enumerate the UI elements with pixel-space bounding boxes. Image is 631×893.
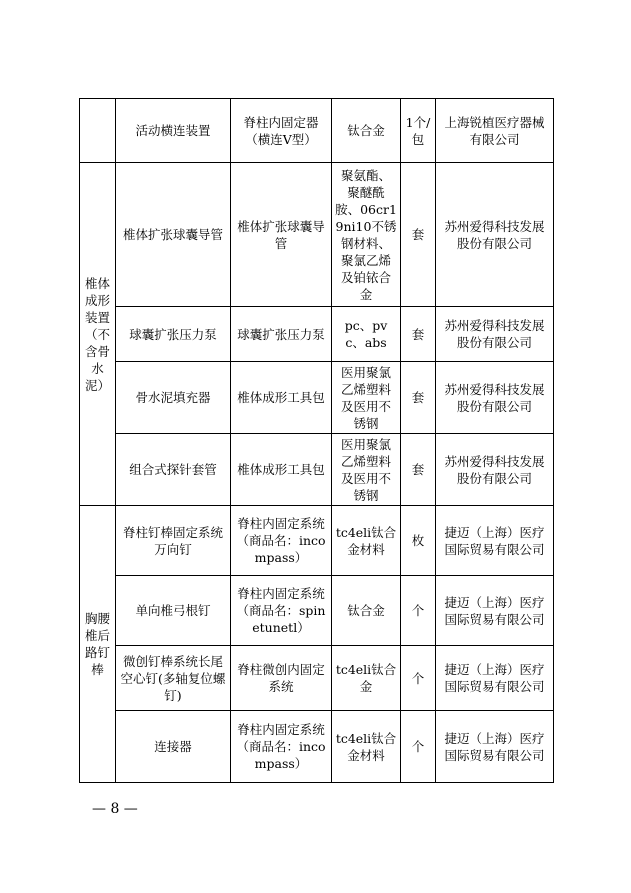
- material-cell: 钛合金: [332, 576, 401, 646]
- material-cell: 聚氨酯、聚醚酰胺、06cr19ni10不锈钢材料、聚氯乙烯及铂铱合金: [332, 163, 401, 307]
- category-cell: 椎体成形装置（不含骨水泥）: [80, 163, 116, 506]
- generic-name-cell: 脊柱微创内固定系统: [231, 646, 332, 711]
- generic-name-cell: 椎体成形工具包: [231, 434, 332, 506]
- product-name-cell: 微创钉棒系统长尾空心钉(多轴复位螺钉): [116, 646, 231, 711]
- table-row: [80, 506, 554, 576]
- category-cell: 胸腰椎后路钉棒: [80, 506, 116, 783]
- company-cell: 苏州爱得科技发展股份有限公司: [436, 307, 554, 362]
- company-cell: 捷迈（上海）医疗国际贸易有限公司: [436, 506, 554, 576]
- table-row: [80, 711, 554, 783]
- table-row: [80, 576, 554, 646]
- unit-cell: 套: [401, 307, 436, 362]
- unit-cell: 套: [401, 362, 436, 434]
- unit-cell: 套: [401, 163, 436, 307]
- unit-cell: 套: [401, 434, 436, 506]
- table-row: [80, 163, 554, 307]
- company-cell: 上海锐植医疗器械有限公司: [436, 99, 554, 163]
- material-cell: 医用聚氯乙烯塑料及医用不锈钢: [332, 362, 401, 434]
- material-cell: tc4eli钛合金材料: [332, 506, 401, 576]
- table-row: [80, 434, 554, 506]
- product-name-cell: 骨水泥填充器: [116, 362, 231, 434]
- company-cell: 捷迈（上海）医疗国际贸易有限公司: [436, 646, 554, 711]
- product-name-cell: 单向椎弓根钉: [116, 576, 231, 646]
- generic-name-cell: 椎体成形工具包: [231, 362, 332, 434]
- product-table: [79, 98, 554, 783]
- material-cell: pc、pvc、abs: [332, 307, 401, 362]
- company-cell: 捷迈（上海）医疗国际贸易有限公司: [436, 711, 554, 783]
- company-cell: 捷迈（上海）医疗国际贸易有限公司: [436, 576, 554, 646]
- generic-name-cell: 脊柱内固定器（横连V型）: [231, 99, 332, 163]
- generic-name-cell: 脊柱内固定系统（商品名：spinetunetl）: [231, 576, 332, 646]
- product-name-cell: 组合式探针套管: [116, 434, 231, 506]
- page-number: — 8 —: [92, 801, 138, 817]
- product-name-cell: 球囊扩张压力泵: [116, 307, 231, 362]
- table-row: [80, 307, 554, 362]
- table-row: [80, 99, 554, 163]
- unit-cell: 个: [401, 576, 436, 646]
- material-cell: 医用聚氯乙烯塑料及医用不锈钢: [332, 434, 401, 506]
- generic-name-cell: 脊柱内固定系统（商品名：incompass）: [231, 711, 332, 783]
- material-cell: 钛合金: [332, 99, 401, 163]
- generic-name-cell: 脊柱内固定系统（商品名：incompass）: [231, 506, 332, 576]
- table-row: [80, 646, 554, 711]
- product-name-cell: 活动横连装置: [116, 99, 231, 163]
- company-cell: 苏州爱得科技发展股份有限公司: [436, 163, 554, 307]
- company-cell: 苏州爱得科技发展股份有限公司: [436, 362, 554, 434]
- category-cell: [80, 99, 116, 163]
- unit-cell: 个: [401, 646, 436, 711]
- product-name-cell: 连接器: [116, 711, 231, 783]
- product-name-cell: 脊柱钉棒固定系统万向钉: [116, 506, 231, 576]
- company-cell: 苏州爱得科技发展股份有限公司: [436, 434, 554, 506]
- unit-cell: 枚: [401, 506, 436, 576]
- unit-cell: 1个/包: [401, 99, 436, 163]
- generic-name-cell: 椎体扩张球囊导管: [231, 163, 332, 307]
- material-cell: tc4eli钛合金材料: [332, 711, 401, 783]
- material-cell: tc4eli钛合金: [332, 646, 401, 711]
- generic-name-cell: 球囊扩张压力泵: [231, 307, 332, 362]
- table-row: [80, 362, 554, 434]
- product-name-cell: 椎体扩张球囊导管: [116, 163, 231, 307]
- unit-cell: 个: [401, 711, 436, 783]
